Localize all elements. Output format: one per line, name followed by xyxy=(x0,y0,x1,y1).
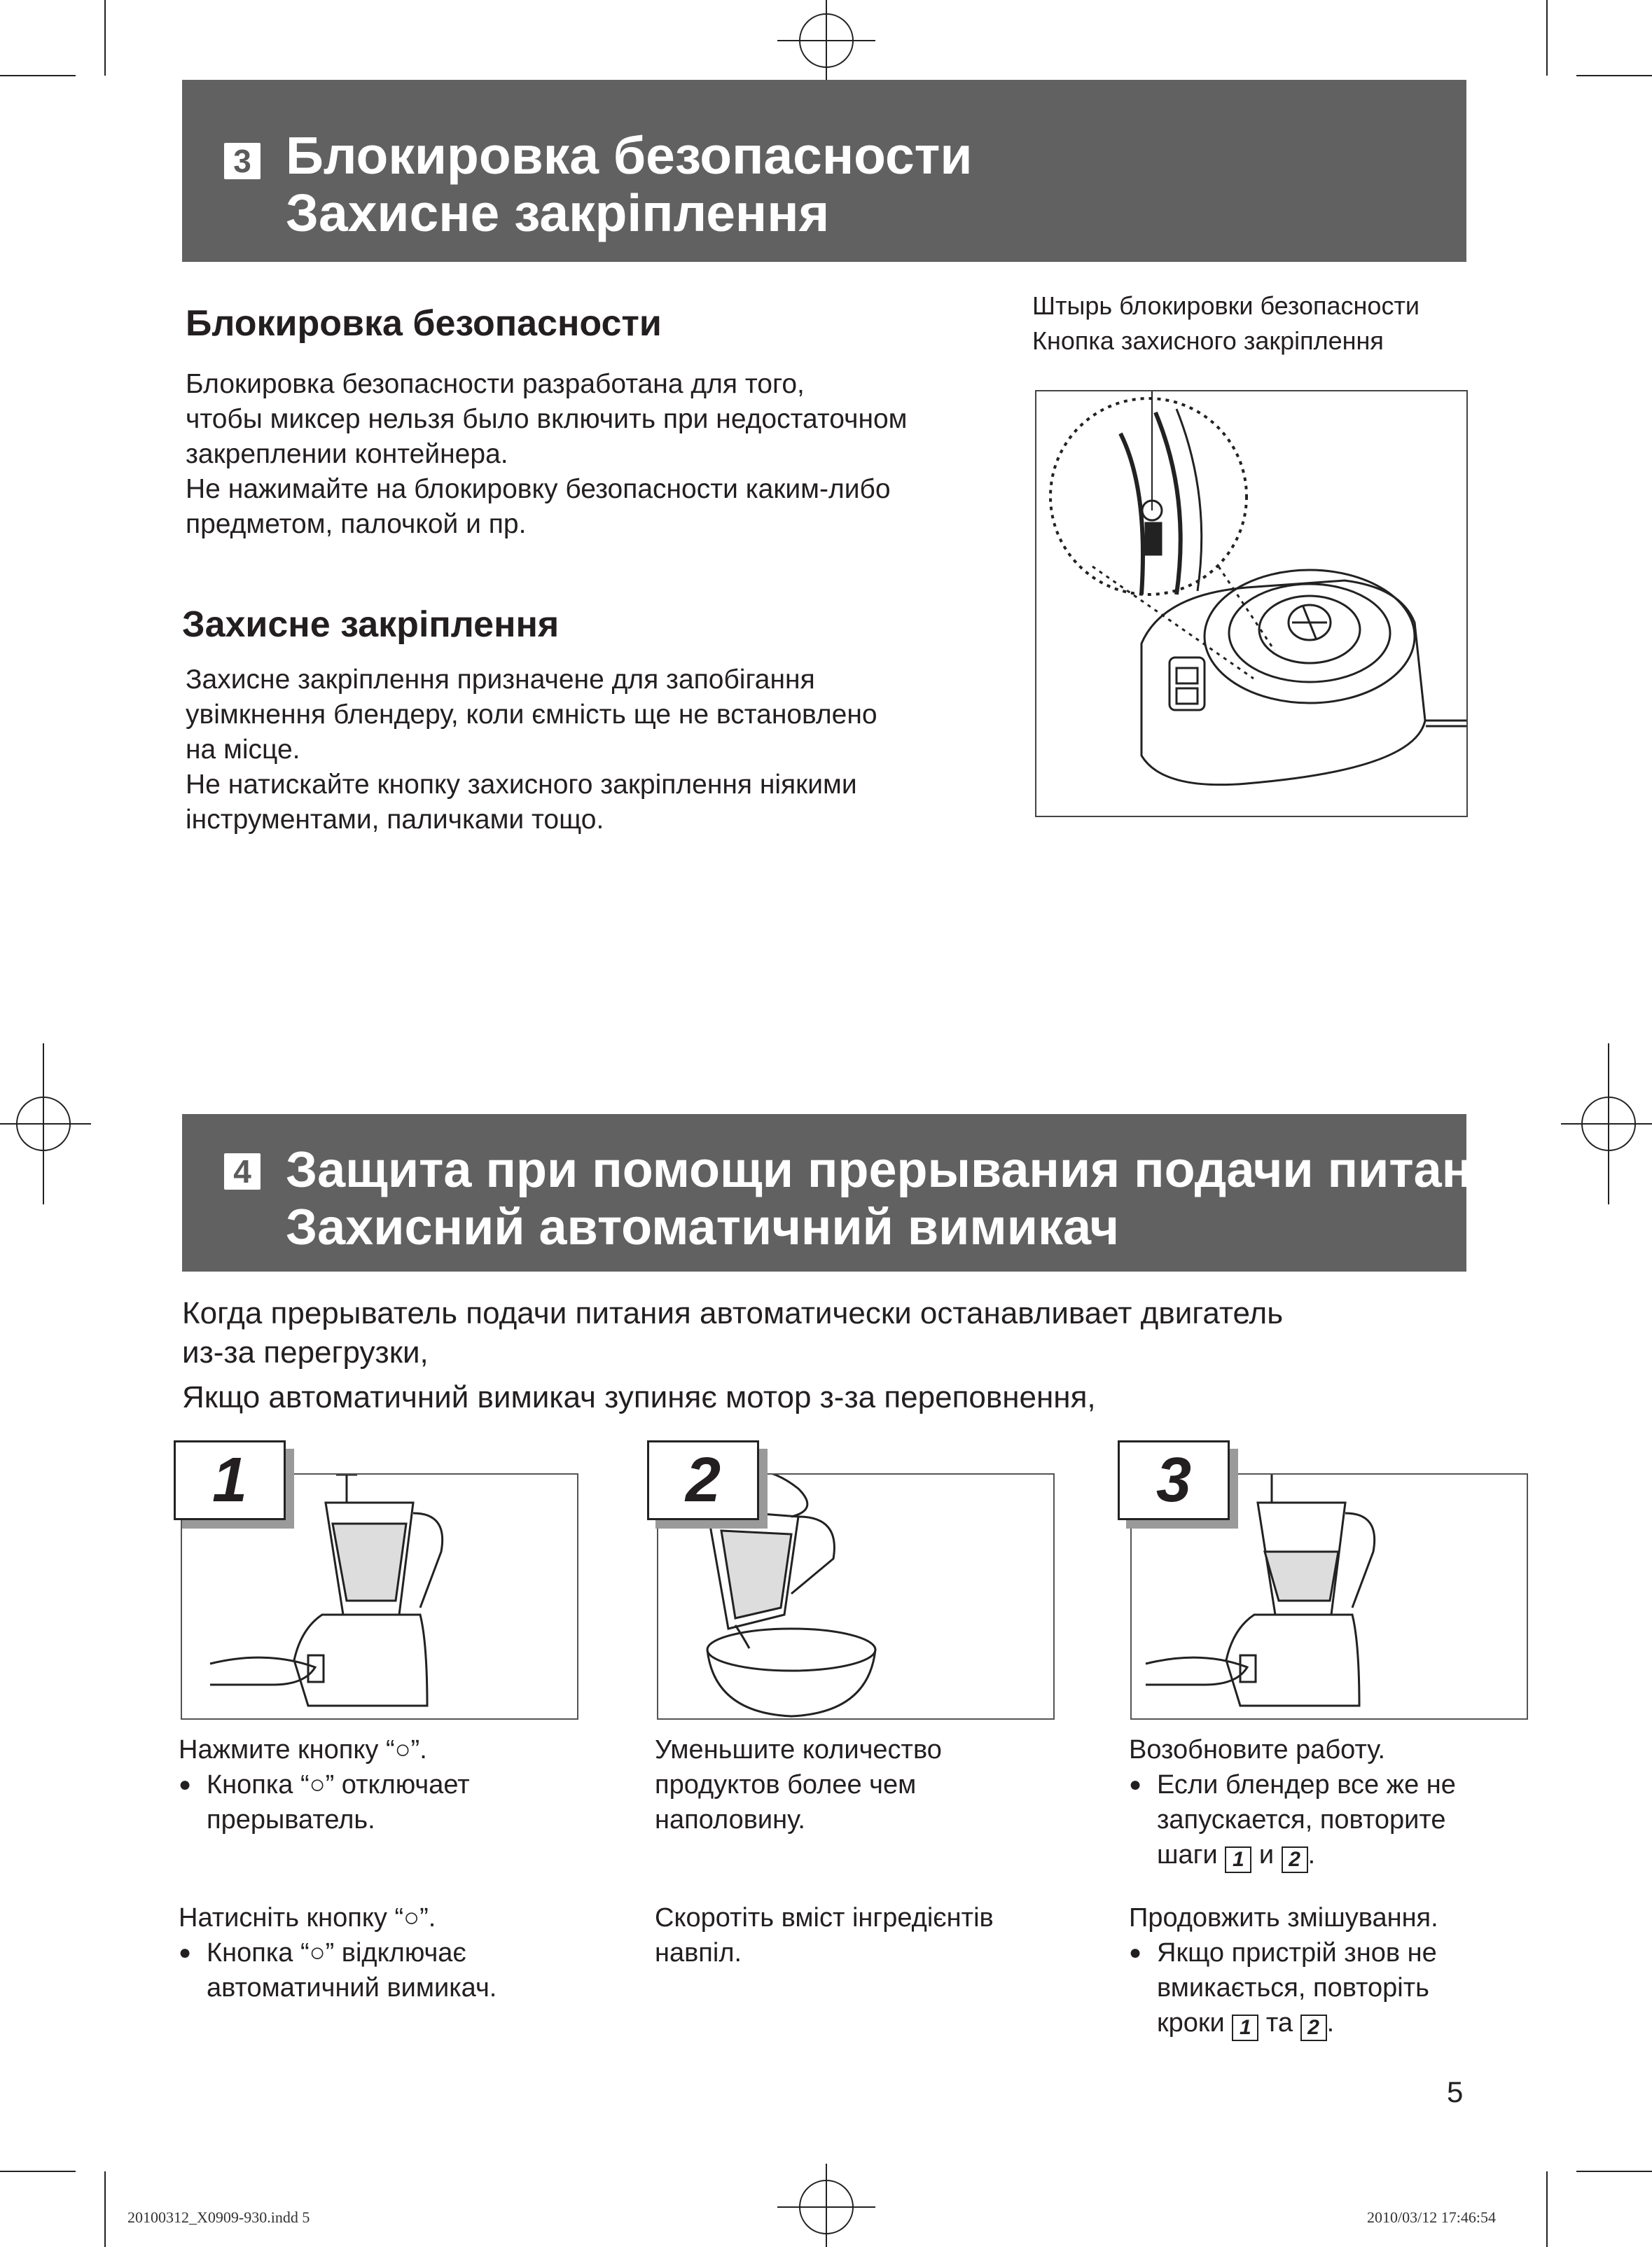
section3-uk-paragraph xyxy=(186,662,877,837)
page-number: 5 xyxy=(1447,2075,1464,2108)
text-line: навпіл. xyxy=(655,1938,742,1968)
text-line: Уменьшите количество xyxy=(655,1735,942,1765)
text-line: Не натискайте кнопку захисного закріплення ніякими xyxy=(186,770,857,800)
text-line: на місце. xyxy=(186,735,300,765)
step1-badge: 1 xyxy=(174,1440,286,1520)
step1-caption-uk xyxy=(179,1900,497,2005)
text-line: Нажмите кнопку “○”. xyxy=(179,1735,427,1765)
section4-intro-uk: Якщо автоматичний вимикач зупиняє мотор з-за переповнення, xyxy=(182,1380,1096,1414)
blender-base-drawing xyxy=(1036,391,1466,816)
text-line: Возобновите работу. xyxy=(1129,1735,1386,1765)
text-line: автоматичний вимикач. xyxy=(207,1973,497,2003)
text-line: чтобы миксер нельзя было включить при недостаточном xyxy=(186,404,908,434)
section3-header xyxy=(182,80,1466,262)
step2-caption-ru xyxy=(655,1732,942,1837)
step-ref-1: 1 xyxy=(1225,1846,1251,1873)
text-line: Натисніть кнопку “○”. xyxy=(179,1903,436,1933)
safety-lock-illustration xyxy=(1035,390,1468,817)
bullet-item: ● Якщо пристрій знов не xyxy=(1157,1935,1438,1970)
section4-title-uk: Захисний автоматичний вимикач xyxy=(286,1199,1120,1255)
text-line: Захисне закріплення призначене для запобігання xyxy=(186,665,815,695)
section3-ru-paragraph xyxy=(186,367,908,542)
text-line: Блокировка безопасности разработана для того, xyxy=(186,369,805,399)
text-line: вмикається, повторіть xyxy=(1157,1973,1429,2003)
step2-badge: 2 xyxy=(647,1440,759,1520)
section3-number: 3 xyxy=(224,143,261,179)
footer-file-slug: 20100312_X0909-930.indd 5 xyxy=(127,2208,310,2226)
text-line: запускается, повторите xyxy=(1157,1805,1446,1835)
step-ref-2: 2 xyxy=(1300,2015,1327,2041)
section3-title-ru: Блокировка безопасности xyxy=(286,126,973,185)
bullet-item: ● Кнопка “○” отключает xyxy=(207,1767,470,1802)
text-line: Не нажимайте на блокировку безопасности каким-либо xyxy=(186,474,891,504)
section4-intro-ru-2: из-за перегрузки, xyxy=(182,1335,429,1370)
step-ref-1: 1 xyxy=(1232,2015,1258,2041)
section4-number: 4 xyxy=(224,1153,261,1190)
step3-caption-ru: Возобновите работу. ● Если блендер все же не запускается, повторите шаги 1 и 2 . xyxy=(1129,1732,1456,1873)
step2-caption-uk xyxy=(655,1900,994,1970)
text-fragment: шаги xyxy=(1157,1840,1218,1870)
step3-caption-uk: Продовжить змішування. ● Якщо пристрій знов не вмикається, повторіть кроки 1 та 2 . xyxy=(1129,1900,1438,2041)
text-line: увімкнення блендеру, коли ємність ще не встановлено xyxy=(186,700,877,730)
text-line: продуктов более чем xyxy=(655,1770,917,1800)
text-line: інструментами, паличками тощо. xyxy=(186,805,604,835)
figure-label-uk: Кнопка захисного закріплення xyxy=(1032,326,1384,355)
section4-header xyxy=(182,1114,1533,1272)
text-line: закреплении контейнера. xyxy=(186,439,508,469)
bullet-item: ● Кнопка “○” відключає xyxy=(207,1935,497,1970)
footer-timestamp: 2010/03/12 17:46:54 xyxy=(1367,2208,1496,2226)
text-fragment: и xyxy=(1258,1840,1275,1870)
section3-title-uk: Захисне закріплення xyxy=(286,183,830,242)
section4-title-ru: Защита при помощи прерывания подачи питания xyxy=(286,1142,1533,1198)
text-fragment: кроки xyxy=(1157,2008,1225,2038)
figure-label-ru: Штырь блокировки безопасности xyxy=(1032,291,1420,320)
text-line: прерыватель. xyxy=(207,1805,375,1835)
bullet-item: ● Если блендер все же не xyxy=(1157,1767,1456,1802)
section3-ru-heading: Блокировка безопасности xyxy=(186,303,662,344)
text-line: наполовину. xyxy=(655,1805,805,1835)
step-ref-2: 2 xyxy=(1282,1846,1308,1873)
section4-intro-ru-1: Когда прерыватель подачи питания автоматически останавливает двигатель xyxy=(182,1296,1284,1330)
text-fragment: та xyxy=(1265,2008,1293,2038)
text-line: предметом, палочкой и пр. xyxy=(186,509,527,539)
section3-uk-heading: Захисне закріплення xyxy=(182,604,560,645)
step3-badge: 3 xyxy=(1118,1440,1230,1520)
step1-caption-ru xyxy=(179,1732,470,1837)
text-line: Продовжить змішування. xyxy=(1129,1903,1438,1933)
text-line: Скоротіть вміст інгредієнтів xyxy=(655,1903,994,1933)
